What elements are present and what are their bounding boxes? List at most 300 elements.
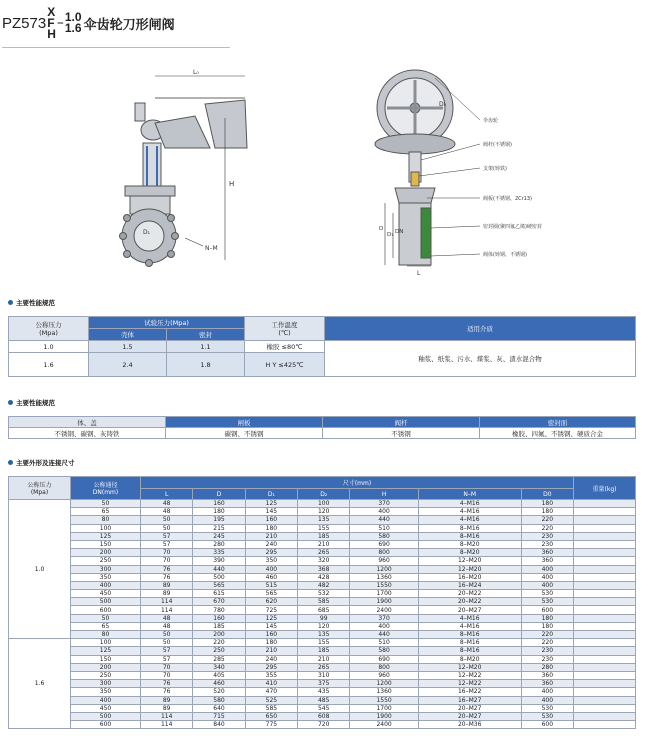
table-cell: 840 [193, 721, 245, 729]
table-row [9, 696, 636, 704]
table-row [9, 614, 636, 622]
table-cell: 20–M22 [418, 590, 521, 598]
col-pressure [9, 477, 71, 500]
table-cell: 4–M16 [418, 614, 521, 622]
col-pressure-label: 公称压力 [27, 482, 52, 489]
table-cell: 48 [141, 614, 193, 622]
table-cell: 20–M22 [418, 598, 521, 606]
table-cell: 12–M20 [418, 663, 521, 671]
callout-stem: 阀杆(不锈钢) [483, 142, 512, 148]
dim-d0: D₀ [439, 101, 447, 108]
table-cell: 16–M27 [418, 696, 521, 704]
cell-weight [574, 540, 636, 548]
dim-d: D [379, 226, 384, 232]
performance-table [8, 316, 636, 377]
table-row [9, 524, 636, 532]
cell-weight [574, 500, 636, 508]
table-cell: 320 [298, 557, 350, 565]
table-cell: 375 [298, 680, 350, 688]
table-cell: 530 [521, 590, 573, 598]
table-cell: 265 [298, 663, 350, 671]
table-cell: 390 [193, 557, 245, 565]
table-cell: 125 [245, 614, 297, 622]
table-row [9, 721, 636, 729]
table-cell: 600 [71, 721, 141, 729]
table-cell: 200 [71, 549, 141, 557]
pressure-options [65, 12, 82, 34]
materials-table [8, 416, 636, 439]
table-cell: 360 [521, 557, 573, 565]
table-cell: 1550 [350, 581, 418, 589]
table-row [9, 516, 636, 524]
bullet-icon [8, 460, 13, 465]
table-cell: 185 [298, 532, 350, 540]
table-cell: 1200 [350, 680, 418, 688]
section-title: 主要性能规范 [16, 299, 55, 307]
col-dn-label: 公称通径 [93, 482, 118, 489]
cell-weight [574, 614, 636, 622]
table-row [9, 500, 636, 508]
table-cell: 585 [245, 704, 297, 712]
pressure-option-1-0: 1.0 [64, 10, 82, 24]
table-cell: 250 [193, 647, 245, 655]
table-cell: 20–M27 [418, 606, 521, 614]
table-cell: 400 [245, 565, 297, 573]
table-cell: 400 [521, 696, 573, 704]
table-cell: 530 [521, 712, 573, 720]
table-cell: 1900 [350, 712, 418, 720]
table-cell: 8–M20 [418, 655, 521, 663]
section-performance [8, 298, 55, 307]
cell-weight [574, 647, 636, 655]
table-row [9, 647, 636, 655]
table-cell: 4–M16 [418, 508, 521, 516]
table-row [9, 680, 636, 688]
col-stem: 阀杆 [323, 417, 480, 428]
cell-weight [574, 663, 636, 671]
col-d: D [193, 489, 245, 500]
table-cell: 360 [521, 671, 573, 679]
seal-option-f: F [47, 15, 55, 30]
col-body: 体、盖 [9, 417, 166, 428]
table-cell: 585 [298, 598, 350, 606]
product-name: 伞齿轮刀形闸阀 [83, 17, 175, 33]
cell-weight [574, 524, 636, 532]
callout-bracket: 支架(铸铁) [483, 166, 507, 172]
table-cell: 350 [71, 573, 141, 581]
cell-weight [574, 688, 636, 696]
table-row [9, 557, 636, 565]
dim-d1b: D₁ [387, 232, 394, 238]
table-cell: 195 [193, 516, 245, 524]
table-cell: 160 [193, 500, 245, 508]
table-cell: 48 [141, 622, 193, 630]
table-cell: 400 [521, 688, 573, 696]
table-cell: 368 [298, 565, 350, 573]
table-cell: 500 [71, 712, 141, 720]
table-cell: 620 [245, 598, 297, 606]
table-cell: 160 [245, 516, 297, 524]
table-cell: 80 [71, 516, 141, 524]
cell-weight [574, 508, 636, 516]
table-cell: 250 [71, 671, 141, 679]
table-cell: 1550 [350, 696, 418, 704]
table-cell: 355 [245, 671, 297, 679]
table-cell: 450 [71, 704, 141, 712]
table-cell: 180 [521, 614, 573, 622]
table-cell: 50 [141, 631, 193, 639]
table-cell: 400 [350, 508, 418, 516]
table-row [9, 606, 636, 614]
table-cell: 125 [245, 500, 297, 508]
table-cell: 76 [141, 688, 193, 696]
table-cell: 220 [521, 516, 573, 524]
table-cell: 220 [521, 631, 573, 639]
cell-weight [574, 639, 636, 647]
table-cell: 50 [71, 500, 141, 508]
table-cell: 185 [193, 622, 245, 630]
table-cell: 180 [245, 639, 297, 647]
table-row [9, 655, 636, 663]
table-cell: 350 [245, 557, 297, 565]
dim-dn: DN [395, 229, 404, 235]
table-cell: 2400 [350, 721, 418, 729]
table-cell: 70 [141, 557, 193, 565]
table-cell: 57 [141, 532, 193, 540]
section-dimensions [8, 458, 75, 467]
table-cell: 160 [193, 614, 245, 622]
table-cell: 410 [245, 680, 297, 688]
dim-h: H [229, 180, 235, 188]
col-dn [71, 477, 141, 500]
table-cell: 800 [350, 663, 418, 671]
table-cell: 50 [71, 614, 141, 622]
cell-temp: H Y ≤425℃ [245, 353, 325, 377]
table-cell: 16–M20 [418, 573, 521, 581]
table-cell: 1700 [350, 590, 418, 598]
table-cell: 16–M22 [418, 688, 521, 696]
table-cell: 4–M16 [418, 622, 521, 630]
table-cell: 210 [298, 655, 350, 663]
table-row [9, 704, 636, 712]
table-cell: 155 [298, 524, 350, 532]
table-cell: 180 [521, 508, 573, 516]
table-cell: 120 [298, 622, 350, 630]
table-cell: 250 [71, 557, 141, 565]
table-row [9, 341, 636, 353]
cell-shell: 2.4 [89, 353, 167, 377]
table-cell: 4–M16 [418, 516, 521, 524]
table-cell: 500 [193, 573, 245, 581]
table-cell: 600 [521, 606, 573, 614]
table-cell: 1360 [350, 688, 418, 696]
table-cell: 150 [71, 540, 141, 548]
cell-weight [574, 581, 636, 589]
col-media: 适用介质 [325, 317, 636, 341]
table-cell: 57 [141, 540, 193, 548]
table-cell: 608 [298, 712, 350, 720]
table-cell: 428 [298, 573, 350, 581]
table-cell: 70 [141, 671, 193, 679]
col-temp-label: 工作温度 [271, 321, 298, 329]
table-cell: 485 [298, 696, 350, 704]
dimensions-table [8, 476, 636, 729]
dimensions-body [9, 500, 636, 729]
table-cell: 89 [141, 581, 193, 589]
table-cell: 125 [71, 647, 141, 655]
table-cell: 720 [298, 721, 350, 729]
seal-option-h: H [47, 26, 56, 41]
table-cell: 285 [193, 655, 245, 663]
table-cell: 8–M16 [418, 639, 521, 647]
table-cell: 690 [350, 655, 418, 663]
col-weight: 重量(kg) [574, 477, 636, 500]
side-view-drawing [120, 76, 248, 267]
table-cell: 400 [350, 622, 418, 630]
dim-nm: N–M [205, 245, 218, 252]
table-cell: 114 [141, 606, 193, 614]
table-cell: 180 [245, 524, 297, 532]
col-test-pressure: 试验压力(Mpa) [89, 317, 245, 329]
col-temp-unit: (℃) [278, 329, 291, 337]
cell-weight [574, 680, 636, 688]
table-cell: 370 [350, 614, 418, 622]
table-cell: 525 [245, 696, 297, 704]
table-cell: 350 [71, 688, 141, 696]
table-cell: 300 [71, 680, 141, 688]
table-cell: 532 [298, 590, 350, 598]
table-cell: 960 [350, 671, 418, 679]
table-cell: 440 [193, 565, 245, 573]
table-cell: 180 [521, 500, 573, 508]
table-cell: 580 [193, 696, 245, 704]
table-cell: 155 [298, 639, 350, 647]
table-cell: 89 [141, 696, 193, 704]
table-cell: 510 [350, 524, 418, 532]
table-cell: 8–M16 [418, 524, 521, 532]
table-cell: 565 [193, 581, 245, 589]
cell-pressure: 1.6 [9, 639, 71, 729]
title-dash: – [56, 15, 64, 31]
cell-weight [574, 549, 636, 557]
table-cell: 12–M20 [418, 565, 521, 573]
col-seal: 密封 [167, 329, 245, 341]
col-pressure [9, 317, 89, 341]
table-cell: 48 [141, 508, 193, 516]
col-pressure-unit: (Mpa) [30, 489, 49, 496]
callout-gate: 阀板(不锈钢、2Cr13) [483, 196, 532, 202]
table-cell: 650 [245, 712, 297, 720]
table-row [9, 622, 636, 630]
table-cell: 210 [245, 647, 297, 655]
table-cell: 220 [521, 639, 573, 647]
table-cell: 530 [521, 598, 573, 606]
title-divider [2, 47, 230, 48]
section-title: 主要外形及连接尺寸 [16, 459, 75, 467]
table-cell: 520 [193, 688, 245, 696]
table-cell: 76 [141, 573, 193, 581]
table-cell: 8–M20 [418, 540, 521, 548]
table-cell: 400 [521, 581, 573, 589]
table-cell: 580 [350, 532, 418, 540]
table-cell: 360 [521, 680, 573, 688]
table-row [9, 671, 636, 679]
table-cell: 65 [71, 622, 141, 630]
table-cell: 240 [245, 655, 297, 663]
table-cell: 8–M16 [418, 647, 521, 655]
table-cell: 280 [193, 540, 245, 548]
cell-weight [574, 598, 636, 606]
table-cell: 12–M22 [418, 671, 521, 679]
table-cell: 200 [71, 663, 141, 671]
cell-weight [574, 704, 636, 712]
table-cell: 565 [245, 590, 297, 598]
cell-weight [574, 671, 636, 679]
table-row [9, 532, 636, 540]
table-cell: 800 [350, 549, 418, 557]
pressure-option-1-6: 1.6 [64, 21, 82, 35]
table-cell: 76 [141, 680, 193, 688]
table-cell: 89 [141, 590, 193, 598]
table-cell: 240 [245, 540, 297, 548]
table-cell: 482 [298, 581, 350, 589]
table-cell: 1700 [350, 704, 418, 712]
table-cell: 180 [521, 622, 573, 630]
table-cell: 185 [298, 647, 350, 655]
table-row [9, 565, 636, 573]
table-cell: 89 [141, 704, 193, 712]
table-cell: 135 [298, 631, 350, 639]
cell-shell: 1.5 [89, 341, 167, 353]
table-cell: 400 [71, 581, 141, 589]
cell-temp: 橡胶 ≤80℃ [245, 341, 325, 353]
table-cell: 515 [245, 581, 297, 589]
table-cell: 1900 [350, 598, 418, 606]
table-cell: 295 [245, 663, 297, 671]
seal-option-x: X [47, 4, 56, 19]
cell-weight [574, 721, 636, 729]
col-nm: N–M [418, 489, 521, 500]
table-cell: 450 [71, 590, 141, 598]
cell-pressure: 1.0 [9, 500, 71, 639]
table-row [9, 581, 636, 589]
table-row [9, 549, 636, 557]
table-cell: 220 [521, 524, 573, 532]
table-cell: 670 [193, 598, 245, 606]
table-cell: 960 [350, 557, 418, 565]
table-cell: 8–M16 [418, 631, 521, 639]
bullet-icon [8, 400, 13, 405]
callout-seal-ring: 密封圈(聚四氟乙烯)硬密封 [483, 224, 542, 230]
table-cell: 530 [521, 704, 573, 712]
cell-body: 不锈钢、碳钢、灰铸铁 [9, 428, 166, 439]
cell-weight [574, 565, 636, 573]
table-cell: 690 [350, 540, 418, 548]
dim-l: L [417, 270, 421, 277]
cell-weight [574, 622, 636, 630]
table-cell: 460 [245, 573, 297, 581]
table-cell: 640 [193, 704, 245, 712]
cell-weight [574, 606, 636, 614]
table-cell: 215 [193, 524, 245, 532]
table-cell: 230 [521, 647, 573, 655]
table-cell: 8–M16 [418, 532, 521, 540]
table-cell: 135 [298, 516, 350, 524]
table-cell: 2400 [350, 606, 418, 614]
table-cell: 12–M20 [418, 557, 521, 565]
table-cell: 20–M36 [418, 721, 521, 729]
table-cell: 470 [245, 688, 297, 696]
cell-weight [574, 516, 636, 524]
table-cell: 265 [298, 549, 350, 557]
table-cell: 440 [350, 631, 418, 639]
table-cell: 48 [141, 500, 193, 508]
table-cell: 340 [193, 663, 245, 671]
col-plate: 闸板 [166, 417, 323, 428]
table-cell: 405 [193, 671, 245, 679]
cell-weight [574, 532, 636, 540]
table-cell: 440 [350, 516, 418, 524]
dim-l0: L₀ [193, 69, 199, 76]
table-row [9, 598, 636, 606]
table-cell: 65 [71, 508, 141, 516]
table-cell: 70 [141, 663, 193, 671]
callout-body: 阀体(铸钢、不锈钢) [483, 252, 527, 258]
table-row [9, 631, 636, 639]
table-cell: 360 [521, 549, 573, 557]
table-cell: 300 [71, 565, 141, 573]
page-title [2, 2, 175, 44]
col-d2: D₂ [298, 489, 350, 500]
table-cell: 715 [193, 712, 245, 720]
table-cell: 725 [245, 606, 297, 614]
dim-d1: D₁ [143, 229, 151, 236]
table-cell: 100 [71, 639, 141, 647]
table-cell: 230 [521, 655, 573, 663]
table-row [9, 590, 636, 598]
cell-seat: 橡胶、四氟、不锈钢、硬质合金 [480, 428, 636, 439]
table-cell: 210 [298, 540, 350, 548]
table-cell: 70 [141, 549, 193, 557]
table-cell: 114 [141, 598, 193, 606]
col-h: H [350, 489, 418, 500]
cell-pn: 1.6 [9, 353, 89, 377]
table-cell: 4–M16 [418, 500, 521, 508]
table-cell: 210 [245, 532, 297, 540]
table-row [9, 712, 636, 720]
seal-options [47, 4, 56, 41]
model-code: PZ573 [2, 14, 47, 32]
table-cell: 500 [71, 598, 141, 606]
table-cell: 100 [298, 500, 350, 508]
table-cell: 20–M27 [418, 704, 521, 712]
cell-weight [574, 696, 636, 704]
table-cell: 400 [521, 565, 573, 573]
table-cell: 160 [245, 631, 297, 639]
cell-stem: 不锈钢 [323, 428, 480, 439]
cell-weight [574, 712, 636, 720]
table-cell: 780 [193, 606, 245, 614]
col-dn-unit: DN(mm) [92, 489, 119, 496]
cell-weight [574, 655, 636, 663]
table-cell: 775 [245, 721, 297, 729]
table-cell: 100 [71, 524, 141, 532]
table-cell: 80 [71, 631, 141, 639]
table-cell: 99 [298, 614, 350, 622]
col-d0: D0 [521, 489, 573, 500]
table-cell: 220 [193, 639, 245, 647]
table-cell: 57 [141, 655, 193, 663]
